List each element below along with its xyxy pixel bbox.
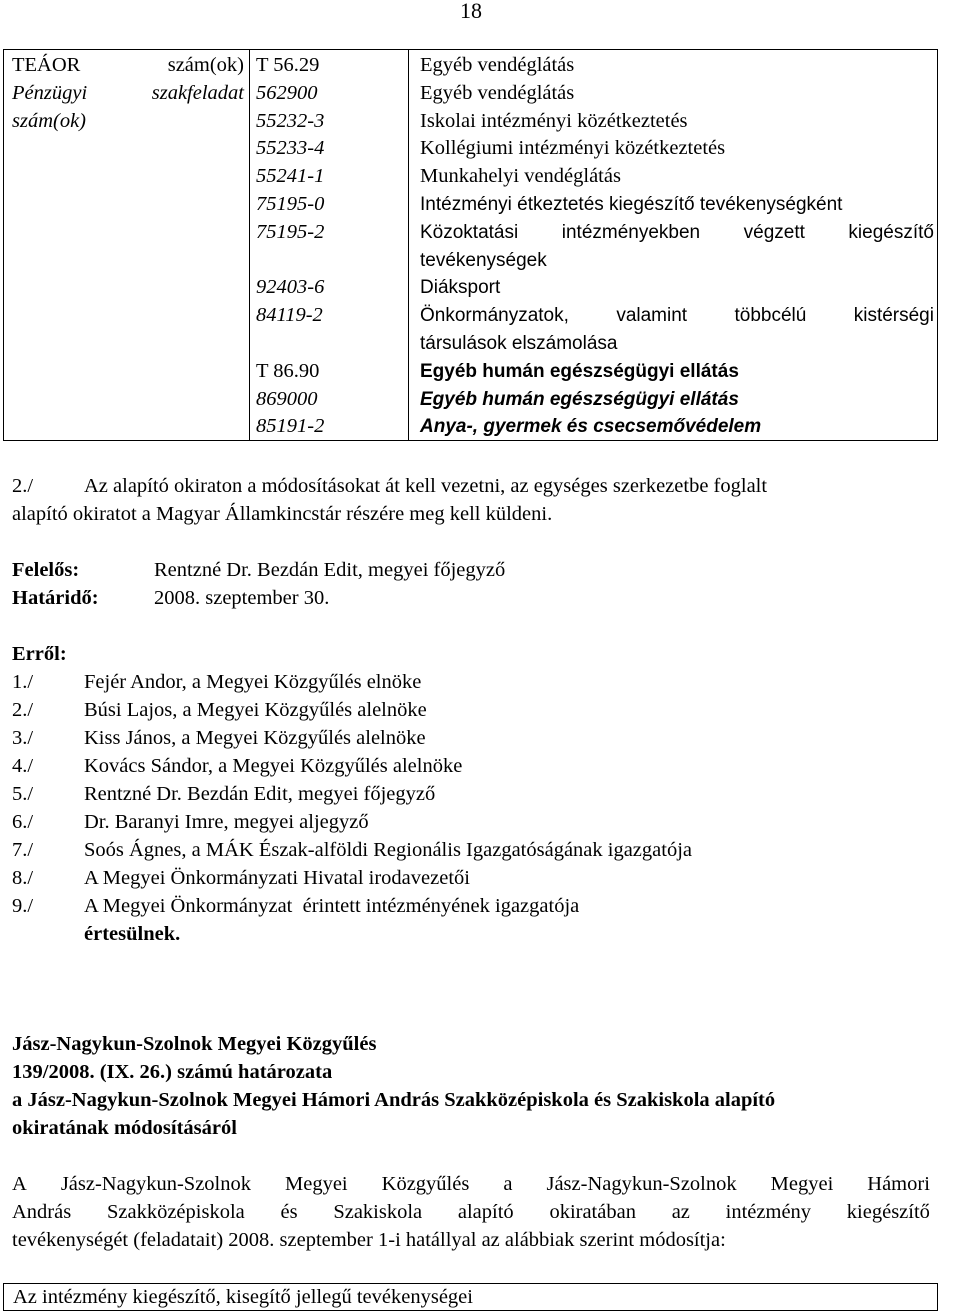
list-number: 8./	[12, 867, 34, 889]
intro-paragraph	[12, 1170, 930, 1254]
description-cell	[420, 219, 934, 247]
list-text: Fejér Andor, a Megyei Közgyűlés elnöke	[84, 671, 422, 693]
list-number: 1./	[12, 671, 34, 693]
description-cell	[420, 302, 934, 330]
word: Megyei	[770, 1173, 834, 1195]
list-item	[12, 920, 692, 948]
code-cell: 85191-2	[256, 415, 325, 438]
list-item	[12, 864, 692, 892]
description-cell: Anya-, gyermek és csecsemővédelem	[420, 416, 762, 438]
description-cell: Egyéb humán egészségügyi ellátás	[420, 360, 739, 382]
closing-word: értesülnek.	[84, 923, 181, 945]
header-teaor: TEÁOR	[12, 54, 81, 76]
list-item	[12, 724, 692, 752]
word: Szakközépiskola	[106, 1201, 245, 1223]
resolution-title-line: a Jász-Nagykun-Szolnok Megyei Hámori András Szakközépiskola és Szakiskola alapító	[12, 1089, 776, 1111]
word: Közoktatási	[420, 221, 519, 243]
distribution-heading: Erről:	[12, 643, 67, 665]
description-cell: Kollégiumi intézményi közétkeztetés	[420, 137, 726, 160]
description-cell: Intézményi étkeztetés kiegészítő tevékenységként	[420, 193, 843, 215]
intro-line	[12, 1198, 930, 1226]
word: és	[280, 1201, 298, 1223]
list-text: Soós Ágnes, a MÁK Észak-alföldi Regionális Igazgatóságának igazgatója	[84, 839, 692, 861]
description-cell: tevékenységek	[420, 249, 547, 271]
list-text: Búsi Lajos, a Megyei Közgyűlés alelnöke	[84, 699, 427, 721]
responsible-label: Felelős:	[12, 559, 80, 581]
code-cell: 75195-0	[256, 192, 325, 215]
word: A	[12, 1173, 27, 1195]
list-text: Rentzné Dr. Bezdán Edit, megyei főjegyző	[84, 783, 436, 805]
resolution-heading	[12, 1030, 775, 1142]
word: Jász-Nagykun-Szolnok	[546, 1173, 737, 1195]
table-header-cell	[12, 52, 244, 135]
code-cell: 84119-2	[256, 304, 323, 327]
code-cell: 92403-6	[256, 276, 325, 299]
list-text: Dr. Baranyi Imre, megyei aljegyző	[84, 811, 369, 833]
code-column	[256, 52, 396, 441]
word: kiegészítő	[846, 1201, 930, 1223]
code-cell: T 56.29	[256, 54, 320, 76]
list-number: 4./	[12, 755, 34, 777]
paragraph-number: 2./	[12, 475, 34, 497]
responsible-block	[12, 556, 505, 612]
word: többcélú	[734, 305, 807, 327]
resolution-number: 139/2008. (IX. 26.) számú határozata	[12, 1061, 333, 1083]
list-number: 9./	[12, 895, 34, 917]
table-divider	[408, 50, 409, 440]
word: Közgyűlés	[381, 1173, 470, 1195]
paragraph-2	[12, 472, 930, 528]
list-text: Kovács Sándor, a Megyei Közgyűlés alelnöke	[84, 755, 463, 777]
list-item	[12, 780, 692, 808]
list-number: 2./	[12, 699, 34, 721]
word: okiratában	[549, 1201, 636, 1223]
resolution-body: Jász-Nagykun-Szolnok Megyei Közgyűlés	[12, 1033, 377, 1055]
word: András	[12, 1201, 72, 1223]
list-item	[12, 808, 692, 836]
boxed-heading-text: Az intézmény kiegészítő, kisegítő jellegű tevékenységei	[13, 1286, 473, 1308]
intro-line: tevékenységét (feladatait) 2008. szeptember 1-i hatállyal az alábbiak szerint módosítja:	[12, 1229, 726, 1251]
description-cell: Munkahelyi vendéglátás	[420, 165, 621, 188]
code-cell: 869000	[256, 387, 318, 410]
word: kistérségi	[853, 305, 934, 327]
paragraph-line: Az alapító okiraton a módosításokat át kell vezetni, az egységes szerkezetbe foglalt	[84, 475, 768, 497]
code-cell: 55232-3	[256, 109, 325, 132]
word: alapító	[457, 1201, 514, 1223]
code-cell: 55241-1	[256, 165, 325, 188]
list-text: A Megyei Önkormányzat érintett intézményének igazgatója	[84, 895, 580, 917]
word: Önkormányzatok,	[420, 305, 569, 327]
description-cell: Egyéb humán egészségügyi ellátás	[420, 388, 739, 410]
deadline-value: 2008. szeptember 30.	[154, 587, 330, 609]
word: Megyei	[285, 1173, 348, 1195]
code-cell: 562900	[256, 81, 318, 104]
word: Szakiskola	[333, 1201, 423, 1223]
list-item	[12, 836, 692, 864]
description-cell: Egyéb vendéglátás	[420, 81, 575, 104]
word: az	[671, 1201, 690, 1223]
list-text: A Megyei Önkormányzati Hivatal irodavezetői	[84, 867, 470, 889]
resolution-title-line: okiratának módosításáról	[12, 1117, 237, 1139]
list-number: 5./	[12, 783, 34, 805]
list-item	[12, 696, 692, 724]
table-divider	[249, 50, 250, 440]
header-penzugyi: Pénzügyi	[12, 81, 88, 104]
description-cell: Iskolai intézményi közétkeztetés	[420, 109, 688, 132]
header-szamok-2: szám(ok)	[12, 109, 87, 132]
code-cell: 75195-2	[256, 220, 325, 243]
word: kiegészítő	[848, 221, 934, 243]
teaor-table	[3, 49, 938, 441]
intro-line	[12, 1170, 930, 1198]
description-column	[420, 52, 934, 441]
list-number: 7./	[12, 839, 34, 861]
word: Hámori	[867, 1173, 930, 1195]
list-item	[12, 892, 692, 920]
list-item	[12, 752, 692, 780]
boxed-heading	[3, 1283, 938, 1311]
list-number: 6./	[12, 811, 34, 833]
code-cell	[256, 247, 396, 275]
word: intézményekben	[561, 221, 701, 243]
word: Jász-Nagykun-Szolnok	[60, 1173, 251, 1195]
code-cell	[256, 330, 396, 358]
word: intézmény	[725, 1201, 812, 1223]
list-item	[12, 668, 692, 696]
page-number: 18	[460, 0, 482, 23]
code-cell: T 86.90	[256, 359, 320, 382]
code-cell: 55233-4	[256, 137, 325, 160]
header-szamok: szám(ok)	[167, 54, 244, 76]
description-cell: társulások elszámolása	[420, 332, 618, 354]
list-text: Kiss János, a Megyei Közgyűlés alelnöke	[84, 727, 426, 749]
deadline-label: Határidő:	[12, 587, 99, 609]
word: valamint	[616, 305, 688, 327]
responsible-value: Rentzné Dr. Bezdán Edit, megyei főjegyző	[154, 559, 506, 581]
word: a	[503, 1173, 513, 1195]
paragraph-line: alapító okiratot a Magyar Államkincstár részére meg kell küldeni.	[12, 503, 553, 525]
word: végzett	[743, 221, 805, 243]
list-number: 3./	[12, 727, 34, 749]
distribution-list	[12, 640, 692, 948]
header-szakfeladat: szakfeladat	[151, 81, 244, 104]
description-cell: Egyéb vendéglátás	[420, 54, 575, 76]
description-cell: Diáksport	[420, 277, 501, 299]
